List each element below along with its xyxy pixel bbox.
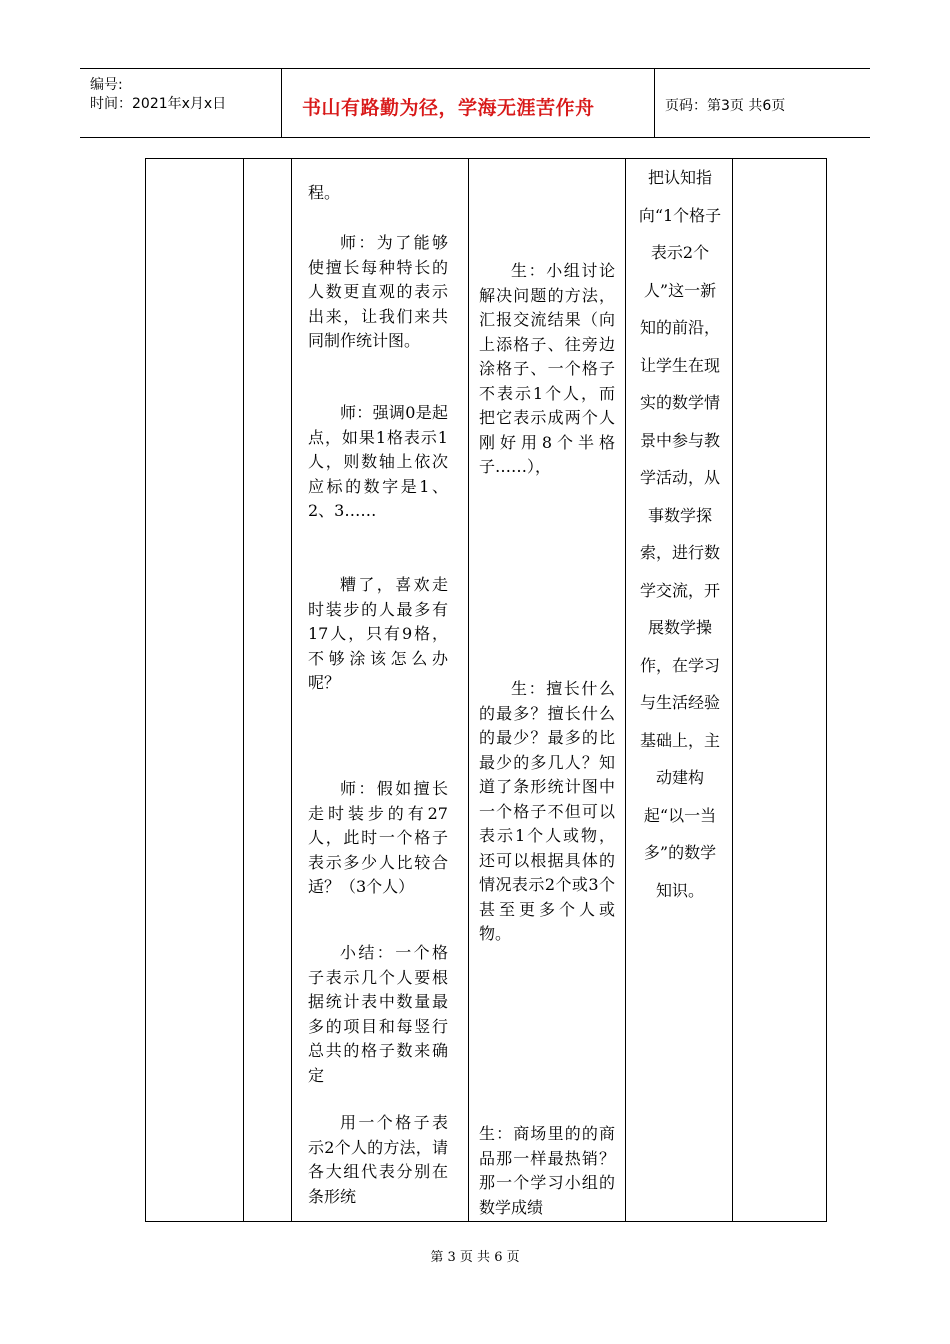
table-column-student-activity: [469, 159, 626, 1221]
header-page-cell: [655, 69, 870, 137]
table-column-1: [146, 159, 244, 1221]
teacher-text-1: 程。: [308, 183, 341, 202]
student-text-3: 生：商场里的的商品那一样最热销？那一个学习小组的数学成绩: [479, 1124, 615, 1217]
document-number-label: 编号:: [90, 77, 123, 93]
teacher-text-5: 师：假如擅长走时装步的有27人，此时一个格子表示多少人比较合适？（3个人）: [308, 779, 448, 896]
student-text-2: 生：擅长什么的最多？擅长什么的最少？最多的比最少的多几人？知道了条形统计图中一个格子不但可以表示1个人或物，还可以根据具体的情况表示2个或3个甚至更多个人或物。: [479, 679, 615, 943]
table-column-6: [733, 159, 826, 1221]
teacher-text-4: 糟了，喜欢走时装步的人最多有17人，只有9格，不够涂该怎么办呢？: [308, 575, 448, 692]
student-text-1: 生：小组讨论解决问题的方法，汇报交流结果（向上添格子、往旁边涂格子、一个格子不表示1个人，而把它表示成两个人刚好用8个半格子……），: [479, 261, 615, 476]
teacher-text-2: 师：为了能够使擅长每种特长的人数更直观的表示出来，让我们来共同制作统计图。: [308, 233, 448, 350]
design-intent-text: 把认知指向“1个格子表示2个人”这一新知的前沿，让学生在现实的数学情景中参与教学活动，从事数学探索，进行数学交流，开展数学操作，在学习与生活经验基础上，主动建构起“以一当多”的数学知识。: [638, 168, 722, 900]
table-column-design-intent: [626, 159, 733, 1221]
table-column-teacher-activity: [292, 159, 469, 1221]
document-header: [80, 68, 870, 138]
teacher-text-6: 小结：一个格子表示几个人要根据统计表中数量最多的项目和每竖行总共的格子数来确定: [308, 943, 448, 1085]
lesson-plan-table: [145, 158, 827, 1222]
header-page-info: 页码：第3页 共6页: [665, 98, 786, 114]
document-time-label: 时间：2021年x月x日: [90, 96, 227, 112]
page-footer: 第 3 页 共 6 页: [430, 1250, 520, 1265]
header-motto-cell: [282, 69, 655, 137]
header-motto: 书山有路勤为径，学海无涯苦作舟: [302, 97, 595, 119]
teacher-text-3: 师：强调0是起点，如果1格表示1人，则数轴上依次应标的数字是1、2、3……: [308, 403, 448, 520]
table-column-2: [244, 159, 292, 1221]
teacher-text-7: 用一个格子表示2个人的方法，请各大组代表分别在条形统: [308, 1113, 448, 1206]
header-meta-cell: [80, 69, 282, 137]
